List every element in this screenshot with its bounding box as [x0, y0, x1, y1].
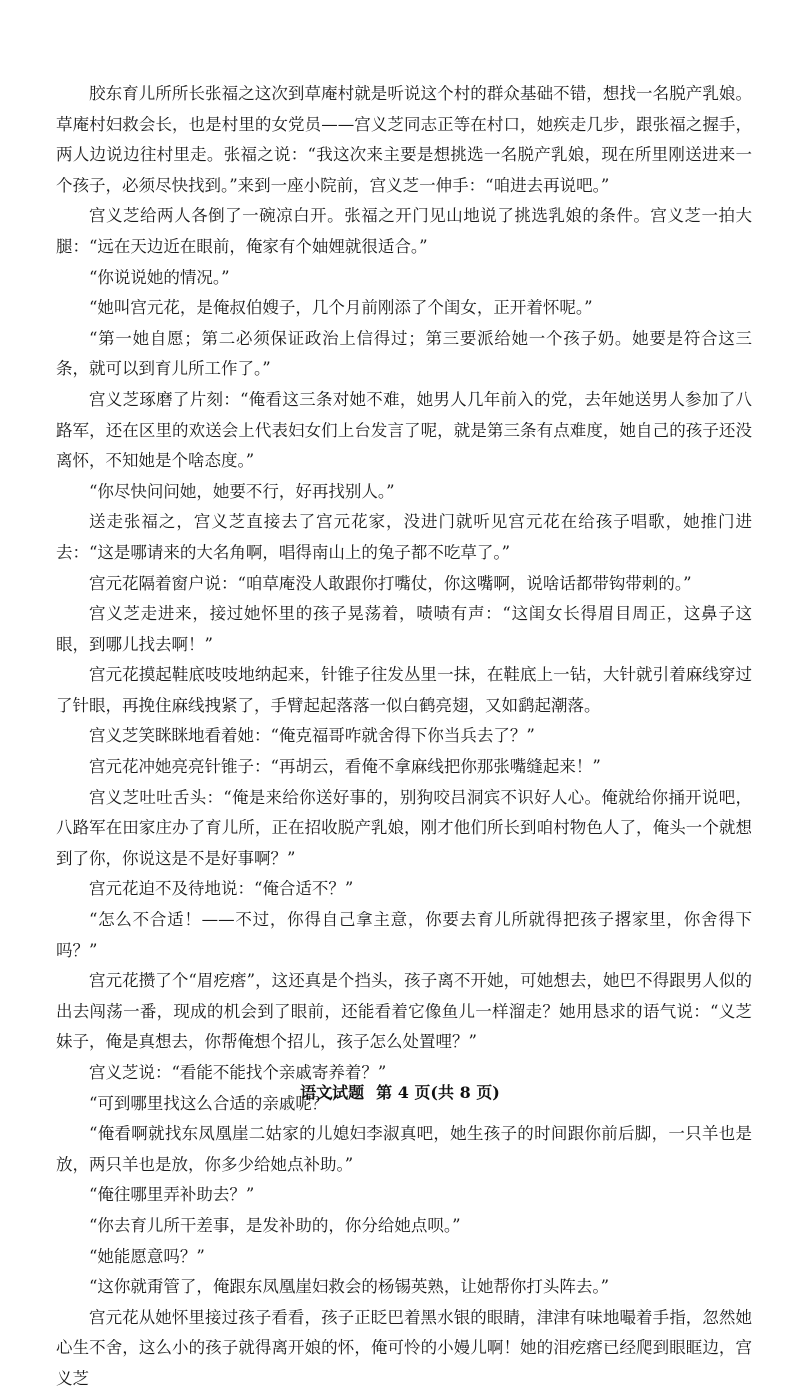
footer-subject: 语文试题: [300, 1083, 365, 1102]
paragraph: 宫义芝给两人各倒了一碗凉白开。张福之开门见山地说了挑选乳娘的条件。宫义芝一拍大腿：“远在天边近在眼前，俺家有个妯娌就很适合。”: [56, 206, 752, 256]
paragraph: 宫元花迫不及待地说：“俺合适不？”: [89, 879, 354, 899]
paragraph: “俺看啊就找东凤凰崖二姑家的儿媳妇李淑真吧，她生孩子的时间跟你前后脚，一只羊也是放，两只羊也是放，你多少给她点补助。”: [56, 1124, 752, 1174]
paragraph: “你去育儿所干差事，是发补助的，你分给她点呗。”: [89, 1215, 461, 1235]
paragraph: 宫义芝说：“看能不能找个亲戚寄养着？”: [89, 1063, 387, 1082]
paragraph: “这你就甭管了，俺跟东凤凰崖妇救会的杨锡英熟，让她帮你打头阵去。”: [89, 1277, 610, 1297]
paragraph: “可到哪里找这么合适的亲戚呢？”: [89, 1093, 337, 1113]
paragraph: “第一她自愿；第二必须保证政治上信得过；第三要派给她一个孩子奶。她要是符合这三条，就可以到育儿所工作了。”: [56, 328, 752, 379]
paragraph: 宫元花隔着窗户说：“咱草庵没人敢跟你打嘴仗，你这嘴啊，说啥话都带钩带刺的。”: [89, 573, 692, 593]
paragraph: 宫元花摸起鞋底吱吱地纳起来，针锥子往发丛里一抹，在鞋底上一钻，大针就引着麻线穿过了针眼，再挽住麻线拽紧了，手臂起起落落一似白鹤亮翅，又如鹞起潮落。: [56, 665, 752, 715]
footer-page-number: 第 4 页(共 8 页): [376, 1083, 500, 1102]
paragraph: “她能愿意吗？”: [89, 1246, 205, 1266]
paragraph: 宫元花攒了个“眉疙瘩”，这还真是个挡头，孩子离不开她，可她想去，她巴不得跟男人似的出去闯荡一番，现成的机会到了眼前，还能看着它像鱼儿一样溜走？她用恳求的语气说：“义芝妹子，俺是真想去，你帮俺想个招儿，孩子怎么处置哩？”: [56, 971, 752, 1052]
passage-body: [56, 79, 752, 1395]
paragraph: “她叫宫元花，是俺叔伯嫂子，几个月前刚添了个闺女，正开着怀呢。”: [89, 298, 593, 318]
paragraph: “俺往哪里弄补助去？”: [89, 1185, 255, 1205]
paragraph: “怎么不合适！——不过，你得自己拿主意，你要去育儿所就得把孩子撂家里，你舍得下吗？”: [56, 910, 752, 960]
paragraph: 宫义芝笑眯眯地看着她：“俺克福哥咋就舍得下你当兵去了？”: [89, 726, 535, 746]
paragraph: “你尽快问问她，她要不行，好再找别人。”: [89, 481, 395, 501]
paragraph: 宫元花从她怀里接过孩子看看，孩子正眨巴着黑水银的眼睛，津津有味地嘬着手指，忽然她心生不舍，这么小的孩子就得离开娘的怀，俺可怜的小嫚儿啊！她的泪疙瘩已经爬到眼眶边，宫义芝: [56, 1307, 752, 1388]
paragraph: 宫元花冲她亮亮针锥子：“再胡云，看俺不拿麻线把你那张嘴缝起来！”: [89, 757, 601, 777]
paragraph: 胶东育儿所所长张福之这次到草庵村就是听说这个村的群众基础不错，想找一名脱产乳娘。草庵村妇救会长，也是村里的女党员——宫义芝同志正等在村口，她疾走几步，跟张福之握手，两人边说边往村里走。张福之说：“我这次来主要是想挑选一名脱产乳娘，现在所里刚送进来一个孩子，必须尽快找到。”来到一座小院前，宫义芝一伸手：“咱进去再说吧。”: [56, 84, 752, 195]
paragraph: “你说说她的情况。”: [89, 267, 230, 287]
paragraph: 宫义芝吐吐舌头：“俺是来给你送好事的，别狗咬吕洞宾不识好人心。俺就给你捅开说吧，八路军在田家庄办了育儿所，正在招收脱产乳娘，刚才他们所长到咱村物色人了，俺头一个就想到了你，你说这是不是好事啊？”: [56, 787, 752, 868]
paragraph: 宫义芝琢磨了片刻：“俺看这三条对她不难，她男人几年前入的党，去年她送男人参加了八路军，还在区里的欢送会上代表妇女们上台发言了呢，就是第三条有点难度，她自己的孩子还没离怀，不知她是个啥态度。”: [56, 389, 752, 471]
page-footer: [0, 1078, 800, 1109]
paragraph: 宫义芝走进来，接过她怀里的孩子晃荡着，啧啧有声：“这闺女长得眉目周正，这鼻子这眼，到哪儿找去啊！”: [56, 604, 752, 654]
paragraph: 送走张福之，宫义芝直接去了宫元花家，没进门就听见宫元花在给孩子唱歌，她推门进去：“这是哪请来的大名角啊，唱得南山上的兔子都不吃草了。”: [56, 512, 752, 562]
